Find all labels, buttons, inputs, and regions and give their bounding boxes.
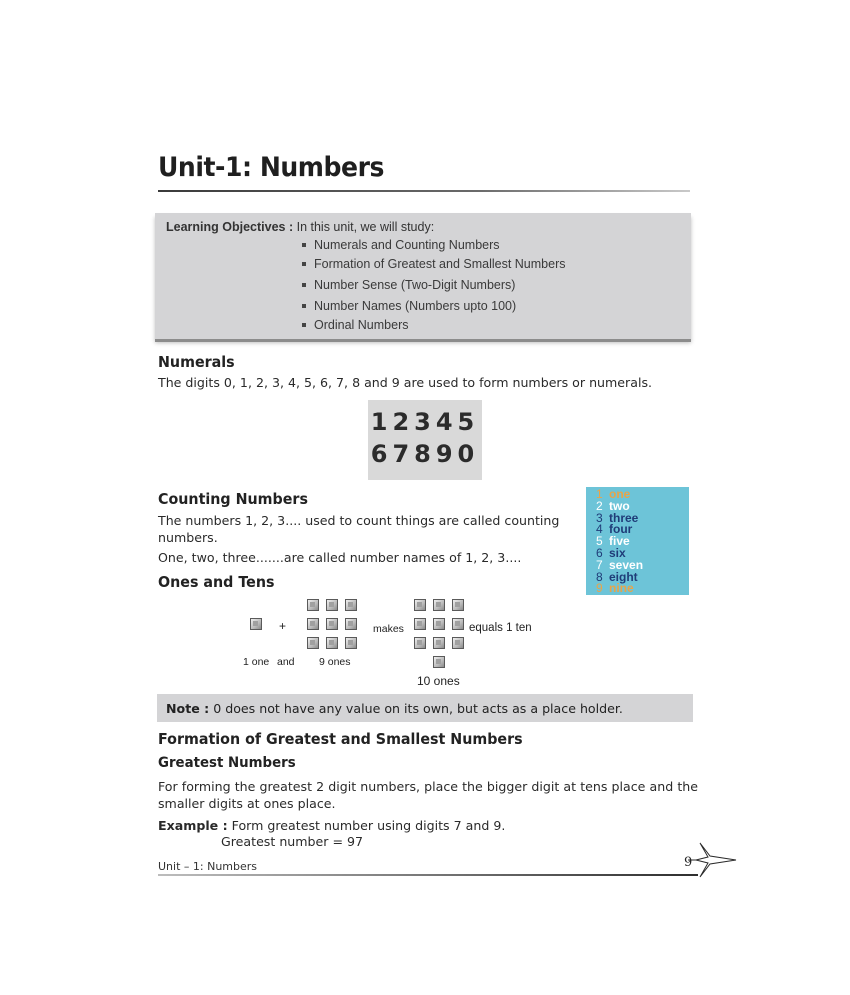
unit-cube-icon: [250, 618, 262, 630]
objective-item: [302, 238, 500, 252]
example-label: Example :: [158, 818, 228, 833]
objective-text: Number Names (Numbers upto 100): [314, 299, 517, 313]
note-text: 0 does not have any value on its own, but acts as a place holder.: [213, 701, 623, 716]
number-name-word: eight: [609, 569, 638, 584]
number-name-word: nine: [609, 581, 634, 596]
number-name-digit: 6: [596, 546, 603, 560]
unit-cube-icon: [345, 618, 357, 630]
unit-cube-icon: [452, 618, 464, 630]
number-name-digit: 2: [596, 498, 603, 513]
objectives-intro: In this unit, we will study:: [296, 220, 435, 234]
example-text: Form greatest number using digits 7 and 9.: [231, 818, 506, 833]
unit-cube-icon: [307, 599, 319, 611]
makes-label: makes: [373, 623, 404, 635]
compass-star-icon: [688, 835, 738, 885]
bullet-icon: [302, 283, 306, 287]
numerals-text: The digits 0, 1, 2, 3, 4, 5, 6, 7, 8 and 9 are used to form numbers or numerals.: [158, 375, 653, 390]
objective-text: Number Sense (Two-Digit Numbers): [314, 278, 516, 292]
equals-label: equals 1 ten: [469, 622, 532, 634]
formation-text-line2: smaller digits at ones place.: [158, 796, 336, 811]
formation-text-line1: For forming the greatest 2 digit numbers, place the bigger digit at tens place and the: [158, 779, 698, 794]
plus-sign: +: [279, 619, 287, 633]
objective-item: [302, 299, 516, 313]
number-name-word: five: [609, 534, 630, 549]
page-title: Unit-1: Numbers: [158, 152, 384, 183]
number-name-digit: 5: [596, 534, 603, 549]
objective-text: Numerals and Counting Numbers: [314, 238, 500, 252]
unit-cube-icon: [307, 637, 319, 649]
example-result: Greatest number = 97: [221, 834, 364, 849]
note-label: Note :: [166, 701, 210, 716]
number-name-word: seven: [609, 557, 644, 572]
objective-item: [302, 318, 408, 332]
objective-text: Formation of Greatest and Smallest Numbers: [314, 257, 566, 271]
unit-cube-icon: [433, 599, 445, 611]
footer-unit-label: Unit – 1: Numbers: [158, 860, 258, 873]
title-rule: [158, 190, 690, 192]
number-name-digit: 7: [596, 557, 603, 572]
unit-cube-icon: [414, 637, 426, 649]
number-name-digit: 9: [596, 581, 603, 596]
unit-cube-icon: [345, 599, 357, 611]
one-label: 1 one: [243, 656, 270, 668]
bullet-icon: [302, 243, 306, 247]
counting-text-line3: One, two, three.......are called number names of 1, 2, 3....: [158, 550, 522, 565]
unit-cube-icon: [326, 618, 338, 630]
unit-cube-icon: [433, 637, 445, 649]
nine-ones-label: 9 ones: [319, 656, 351, 668]
unit-cube-icon: [307, 618, 319, 630]
and-label: and: [277, 656, 295, 668]
number-name-row: [596, 582, 634, 594]
unit-cube-icon: [345, 637, 357, 649]
note: [166, 701, 623, 716]
page-number: 9: [684, 855, 693, 870]
unit-cube-icon: [452, 637, 464, 649]
number-name-digit: 1: [596, 487, 603, 501]
bullet-icon: [302, 304, 306, 308]
number-name-digit: 3: [596, 510, 603, 525]
counting-heading: Counting Numbers: [158, 490, 308, 508]
number-name-digit: 4: [596, 522, 603, 537]
bullet-icon: [302, 262, 306, 266]
unit-cube-icon: [433, 618, 445, 630]
unit-cube-icon: [414, 599, 426, 611]
number-name-word: three: [609, 510, 639, 525]
counting-text-line1: The numbers 1, 2, 3.... used to count things are called counting: [158, 513, 560, 528]
unit-cube-icon: [326, 599, 338, 611]
digits-line-2: 67890: [370, 440, 480, 468]
number-name-word: six: [609, 546, 626, 560]
number-name-digit: 8: [596, 569, 603, 584]
bullet-icon: [302, 323, 306, 327]
ten-ones-label: 10 ones: [417, 674, 460, 688]
example: [158, 818, 505, 833]
unit-cube-icon: [452, 599, 464, 611]
ones-tens-heading: Ones and Tens: [158, 573, 275, 591]
objectives-label: Learning Objectives :: [166, 220, 294, 234]
numerals-heading: Numerals: [158, 353, 235, 371]
greatest-numbers-heading: Greatest Numbers: [158, 755, 296, 771]
formation-heading: Formation of Greatest and Smallest Numbers: [158, 730, 523, 748]
digits-line-1: 12345: [370, 408, 480, 436]
objective-item: [302, 257, 566, 271]
counting-text-line2: numbers.: [158, 530, 218, 545]
unit-cube-icon: [414, 618, 426, 630]
number-name-word: four: [609, 522, 633, 537]
objective-item: [302, 278, 515, 292]
number-name-word: two: [609, 498, 630, 513]
unit-cube-icon: [326, 637, 338, 649]
unit-cube-icon: [433, 656, 445, 668]
footer-rule: [158, 874, 698, 876]
objectives-heading: [166, 220, 434, 234]
number-name-word: one: [609, 487, 631, 501]
objective-text: Ordinal Numbers: [314, 318, 409, 332]
